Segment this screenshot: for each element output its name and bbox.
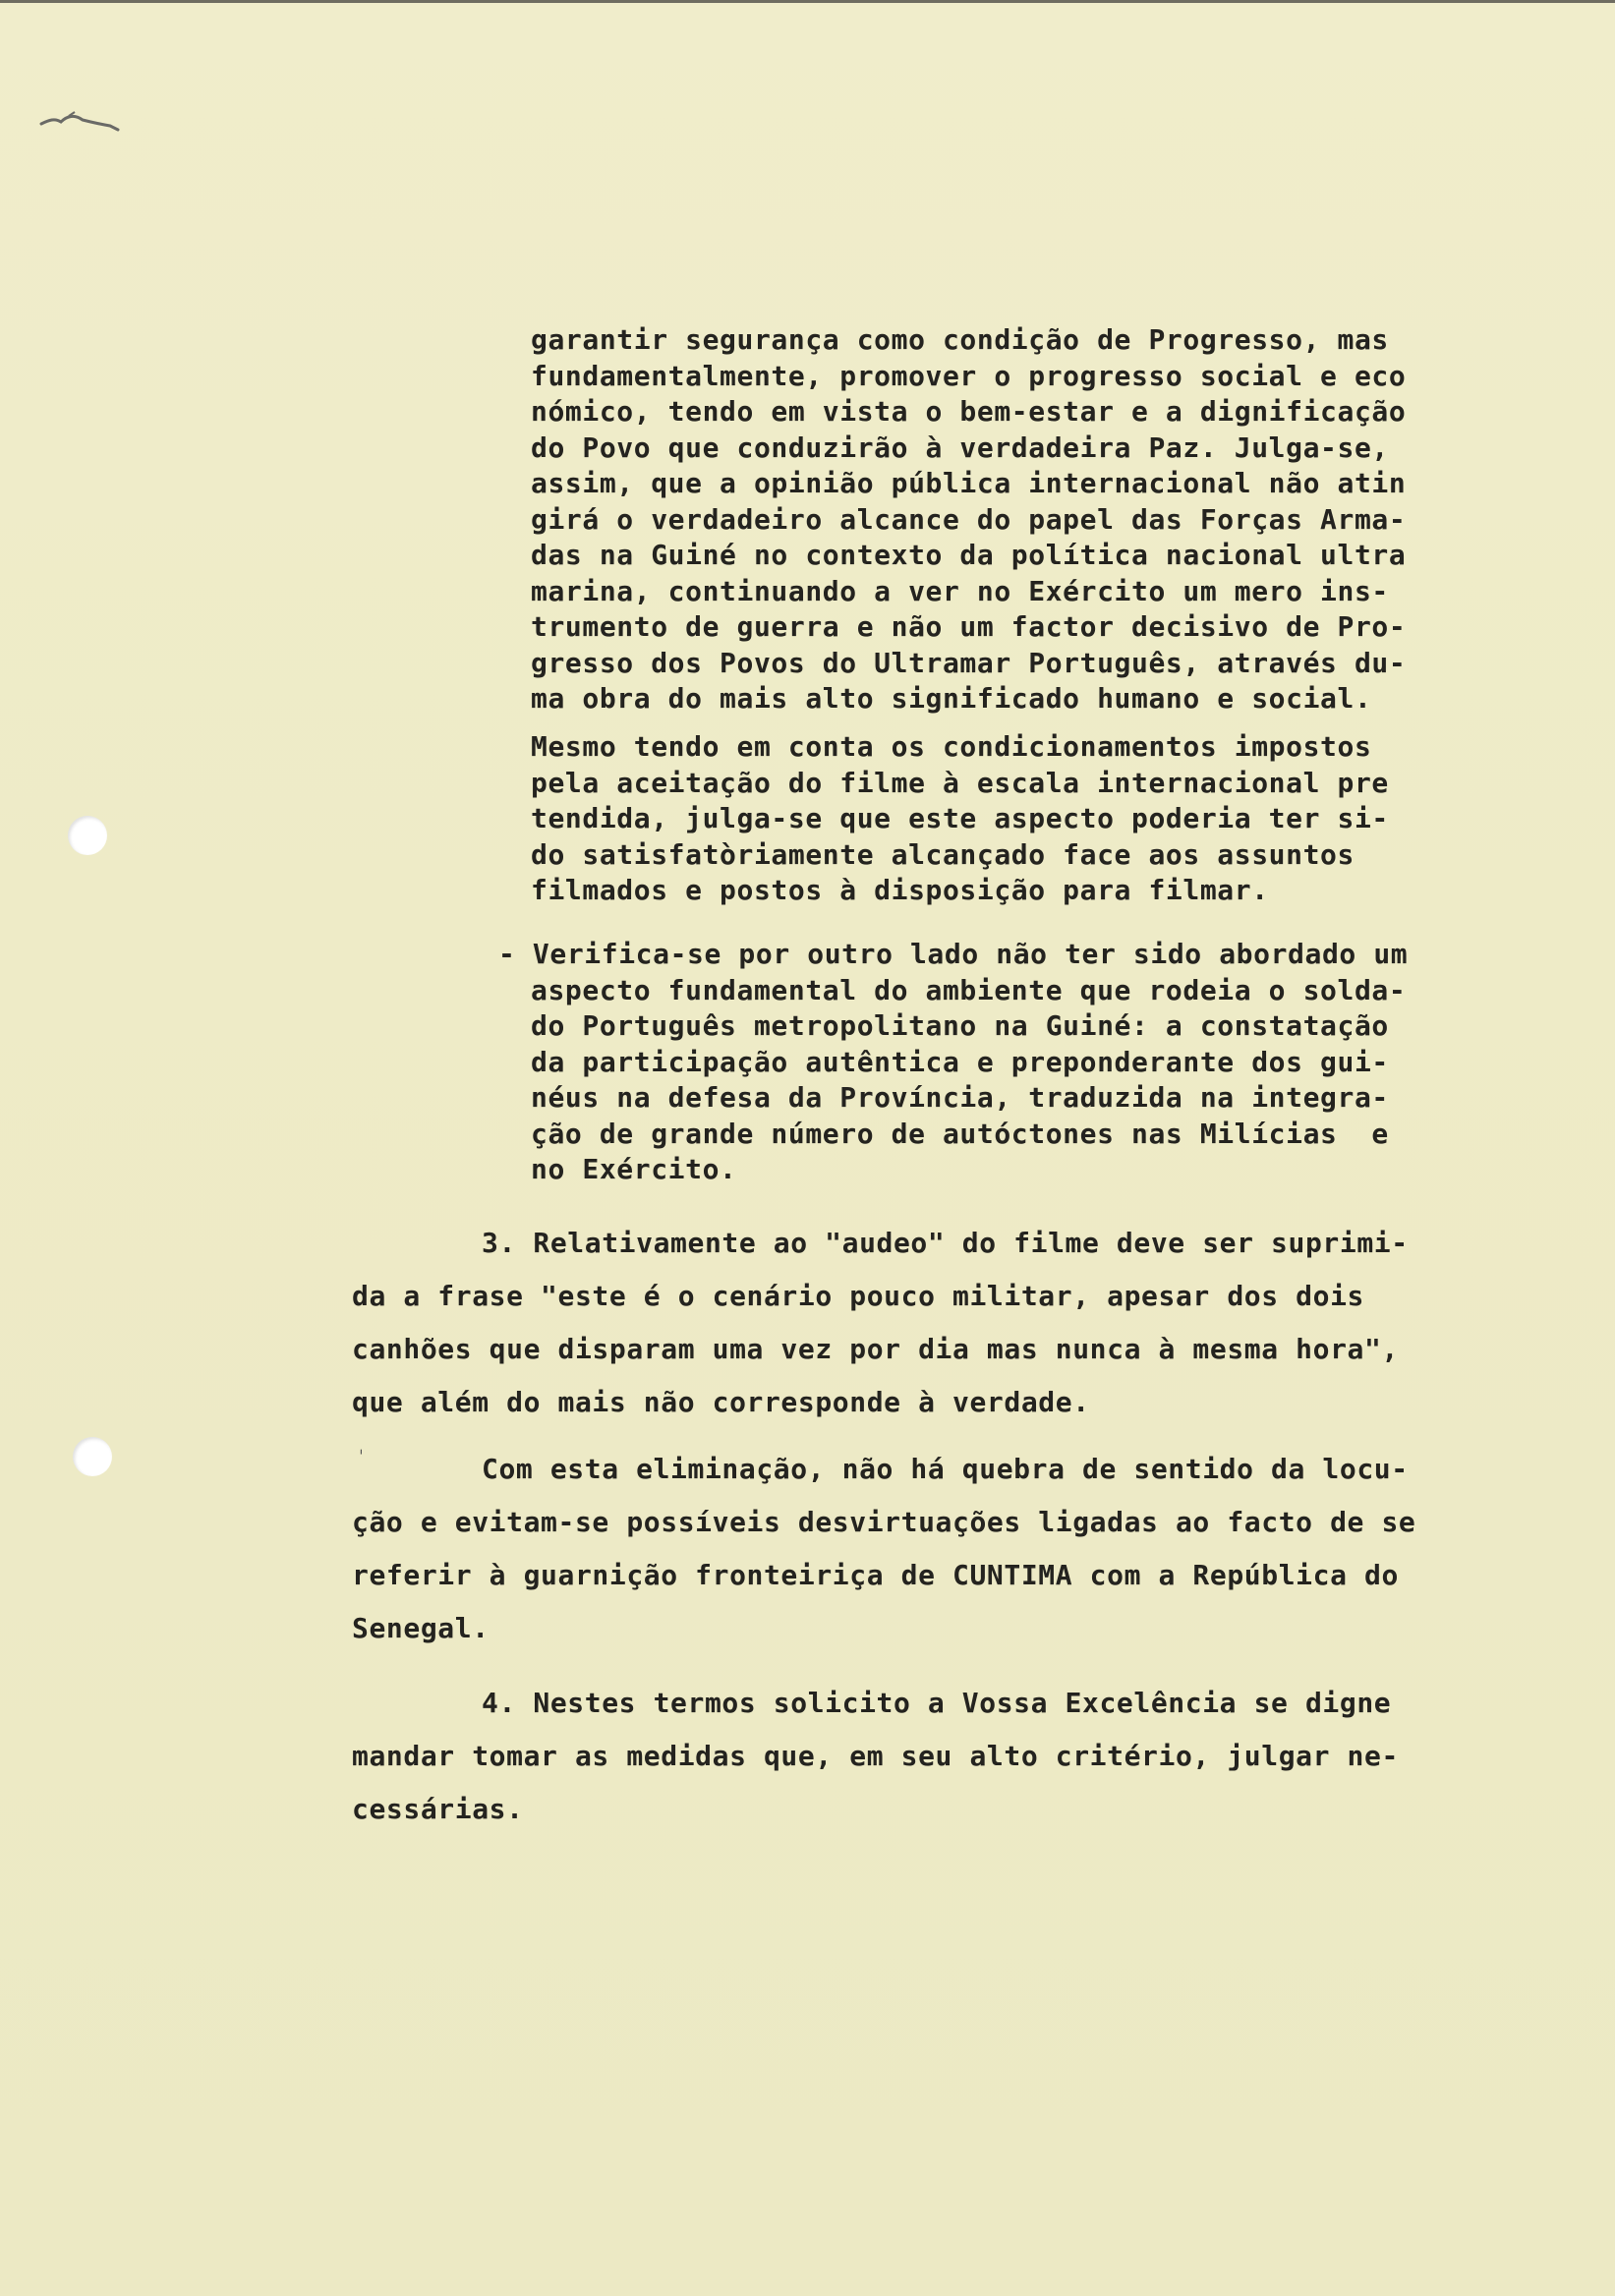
paragraph-mesmo [531,729,1389,909]
text-line: 3. Relativamente ao "audeo" do filme deve ser suprimi- [482,1227,1409,1259]
text-line: cessárias. [352,1793,524,1825]
text-line: do satisfatòriamente alcançado face aos assuntos [531,837,1355,871]
punch-hole-bottom [73,1437,112,1476]
text-line: - Verifica-se por outro lado não ter sido abordado um [498,938,1409,970]
paragraph-3 [352,1217,1409,1429]
text-line: da a frase "este é o cenário pouco militar, apesar dos dois [352,1280,1364,1312]
text-line: marina, continuando a ver no Exército um mero ins- [531,574,1389,607]
text-line: girá o verdadeiro alcance do papel das Forças Arma- [531,502,1407,536]
text-line: das na Guiné no contexto da política nacional ultra [531,539,1407,571]
text-line: pela aceitação do filme à escala internacional pre [531,766,1389,799]
text-line: gresso dos Povos do Ultramar Português, através du- [531,646,1407,679]
pencil-mark-icon [39,110,124,134]
text-line: aspecto fundamental do ambiente que rodeia o solda- [531,973,1407,1006]
text-line: fundamentalmente, promover o progresso social e eco [531,359,1407,392]
text-line: ma obra do mais alto significado humano e social. [531,682,1372,715]
text-line: no Exército. [531,1153,737,1185]
paragraph-verifica [498,937,1409,1188]
text-line: ção de grande número de autóctones nas Milícias e [531,1117,1389,1150]
text-line: do Povo que conduzirão à verdadeira Paz. Julga-se, [531,430,1389,464]
text-line: néus na defesa da Província, traduzida na integra- [531,1081,1389,1114]
text-line: canhões que disparam uma vez por dia mas nunca à mesma hora", [352,1333,1399,1365]
text-line: mandar tomar as medidas que, em seu alto critério, julgar ne- [352,1740,1399,1772]
text-line: ção e evitam-se possíveis desvirtuações ligadas ao facto de se [352,1506,1416,1538]
stray-tick-mark: ˈ [356,1447,367,1467]
text-line: filmados e postos à disposição para filmar. [531,874,1269,906]
text-line: Senegal. [352,1612,490,1644]
paragraph-com-esta [352,1443,1415,1655]
text-line: da participação autêntica e preponderante dos gui- [531,1045,1389,1078]
paragraph-continuation [531,322,1406,718]
text-line: 4. Nestes termos solicito a Vossa Excelência se digne [482,1687,1392,1719]
punch-hole-top [68,816,107,855]
text-line: nómico, tendo em vista o bem-estar e a dignificação [531,395,1407,428]
text-line: do Português metropolitano na Guiné: a constatação [531,1009,1389,1042]
text-line: assim, que a opinião pública internacional não atin [531,467,1407,499]
text-line: Mesmo tendo em conta os condicionamentos impostos [531,730,1372,763]
page-top-edge [0,0,1615,3]
text-line: referir à guarnição fronteiriça de CUNTIMA com a República do [352,1559,1399,1591]
text-line: tendida, julga-se que este aspecto poderia ter si- [531,802,1389,834]
paragraph-4 [352,1677,1399,1836]
text-line: trumento de guerra e não um factor decisivo de Pro- [531,610,1407,643]
text-line: garantir segurança como condição de Progresso, mas [531,323,1389,356]
text-line: Com esta eliminação, não há quebra de sentido da locu- [482,1453,1409,1485]
text-line: que além do mais não corresponde à verdade. [352,1386,1090,1418]
